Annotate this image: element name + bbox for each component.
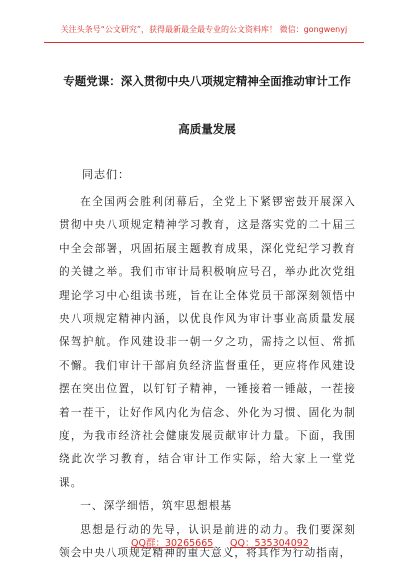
document-title-line-1: 专题党课：深入贯彻中央八项规定精神全面推动审计工作 bbox=[63, 74, 351, 88]
document-body bbox=[59, 191, 356, 566]
body-paragraph-section-1: 思想是行动的先导，认识是前进的动力。我们要深刻领会中央八项规定精神的重大意义，将其作为行动指南， bbox=[59, 523, 356, 560]
header-banner: 关注头条号“公文研究”，获得最新最全最专业的公文资料库！ 微信：gongwenyj bbox=[60, 25, 348, 34]
document-title-line-2: 高质量发展 bbox=[178, 122, 236, 136]
body-paragraph-intro: 在全国两会胜利闭幕后，全党上下紧锣密鼓开展深入贯彻中央八项规定精神学习教育，这是落实党的二十届三中全会部署，巩固拓展主题教育成果，深化党纪学习教育的关键之举。我们市审计局积极响应号召，举办此次党组理论学习中心组读书班，旨在让全体党员干部深刻领悟中央八项规定精神内涵，以优良作风为审计事业高质量发展保驾护航。作风建设非一朝一夕之功，需持之以恒、常抓不懈。我们审计干部肩负经济监督重任，更应将作风建设摆在突出位置，以钉钉子精神，一锤接着一锤敲，一茬接着一茬干，让好作风内化为信念、外化为习惯、固化为制度，为我市经济社会健康发展贡献审计力量。下面，我围绕此次学习教育，结合审计工作实际，给大家上一堂党课。 bbox=[59, 196, 356, 489]
header-divider bbox=[44, 42, 364, 43]
section-heading-1: 一、深学细悟，筑牢思想根基 bbox=[80, 500, 233, 513]
footer-qq-contact-link[interactable]: QQ：535304092 bbox=[230, 538, 309, 549]
salutation: 同志们： bbox=[82, 168, 130, 181]
footer-qq-group-link[interactable]: QQ群：30265665 bbox=[131, 538, 214, 549]
